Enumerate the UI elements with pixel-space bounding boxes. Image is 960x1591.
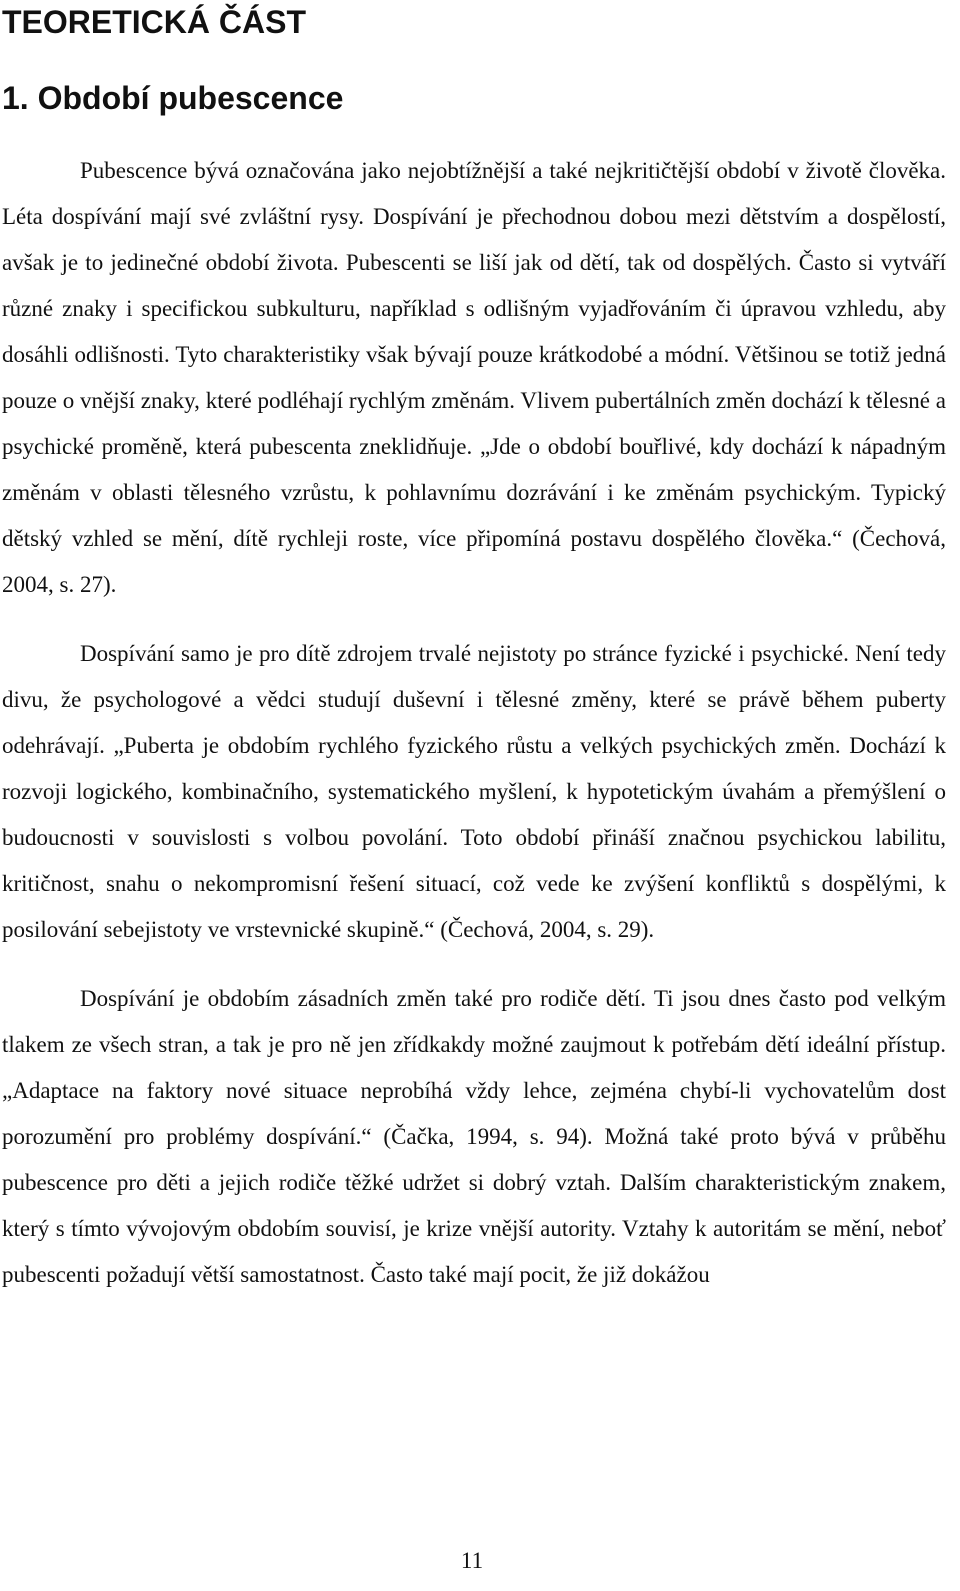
paragraph: Pubescence bývá označována jako nejobtížnější a také nejkritičtější období v životě člověka. Léta dospívání mají své zvláštní rysy. Dospívání je přechodnou dobou mezi dětstvím a dospělostí, avšak je to jedinečné období života. Pubescenti se liší jak od dětí, tak od dospělých. Často si vytváří různé znaky i specifickou subkulturu, například s odlišným vyjadřováním či úpravou vzhledu, aby dosáhli odlišnosti. Tyto charakteristiky však bývají pouze krátkodobé a módní. Většinou se totiž jedná pouze o vnější znaky, které podléhají rychlým změnám. Vlivem pubertálních změn dochází k tělesné a psychické proměně, která pubescenta zneklidňuje. „Jde o období bouřlivé, kdy dochází k nápadným změnám v oblasti tělesného vzrůstu, k pohlavnímu dozrávání i ke změnám psychickým. Typický dětský vzhled se mění, dítě rychleji roste, více připomíná postavu dospělého člověka.“ (Čechová, 2004, s. 27). [2, 158, 946, 597]
chapter-heading: 1. Období pubescence [2, 80, 344, 116]
paragraph: Dospívání samo je pro dítě zdrojem trvalé nejistoty po stránce fyzické i psychické. Není tedy divu, že psychologové a vědci studují duševní i tělesné změny, které se právě během puberty odehrávají. „Puberta je obdobím rychlého fyzického růstu a velkých psychických změn. Dochází k rozvoji logického, kombinačního, systematického myšlení, k hypotetickým úvahám a přemýšlení o budoucnosti v souvislosti s volbou povolání. Toto období přináší značnou psychickou labilitu, kritičnost, snahu o nekompromisní řešení situací, což vede ke zvýšení konfliktů s dospělými, k posilování sebejistoty ve vrstevnické skupině.“ (Čechová, 2004, s. 29). [2, 641, 946, 942]
page-number: 11 [460, 1548, 484, 1573]
paragraph: Dospívání je obdobím zásadních změn také pro rodiče dětí. Ti jsou dnes často pod velkým tlakem ze všech stran, a tak je pro ně jen zřídkakdy možné zaujmout k potřebám dětí ideální přístup. „Adaptace na faktory nové situace neprobíhá vždy lehce, zejména chybí-li vychovatelům dost porozumění pro problémy dospívání.“ (Čačka, 1994, s. 94). Možná také proto bývá v průběhu pubescence pro děti a jejich rodiče těžké udržet si dobrý vztah. Dalším charakteristickým znakem, který s tímto vývojovým obdobím souvisí, je krize vnější autority. Vztahy k autoritám se mění, neboť pubescenti požadují větší samostatnost. Často také mají pocit, že již dokážou [2, 986, 946, 1287]
section-heading: TEORETICKÁ ČÁST [2, 4, 306, 40]
